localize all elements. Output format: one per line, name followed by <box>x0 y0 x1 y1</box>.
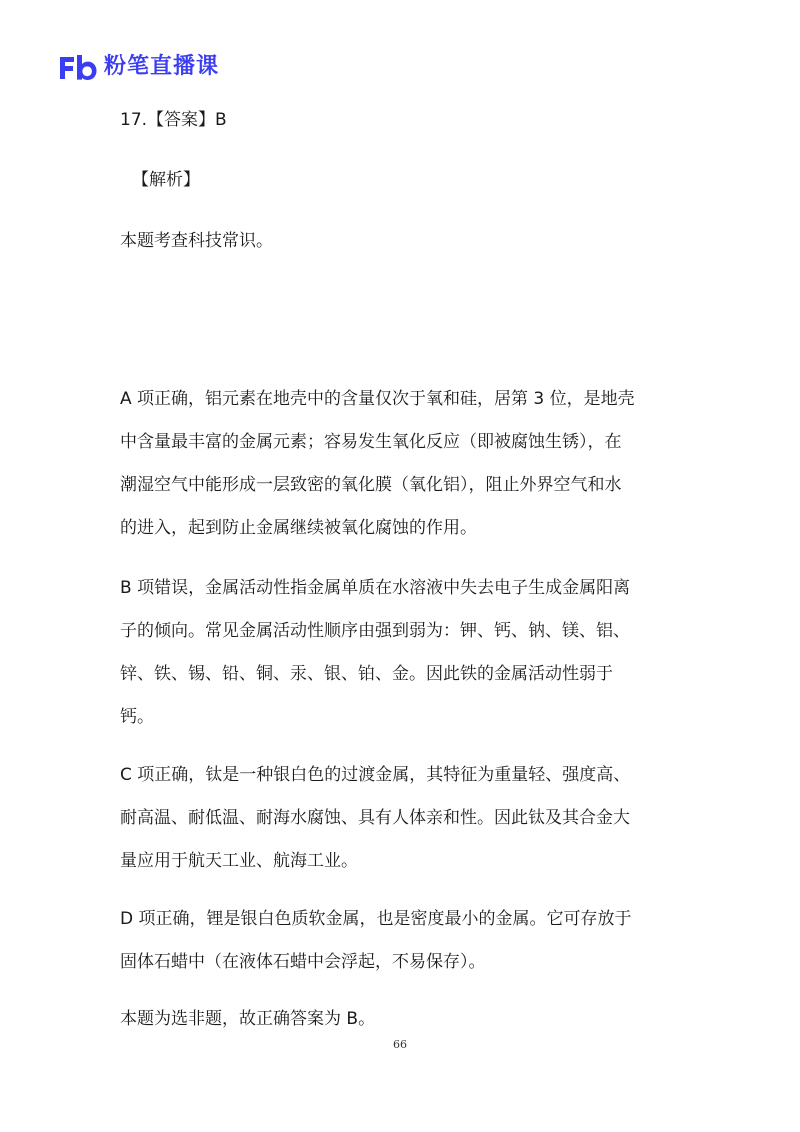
page-number: 66 <box>393 1038 407 1051</box>
option-b-line: 锌、铁、锡、铅、铜、汞、银、铂、金。因此铁的金属活动性弱于 <box>120 664 613 684</box>
option-c-line: C 项正确，钛是一种银白色的过渡金属，其特征为重量轻、强度高、 <box>120 765 631 785</box>
brand-logo <box>58 52 219 82</box>
option-d-paragraph <box>120 898 632 984</box>
conclusion-text: 本题为选非题，故正确答案为 B。 <box>120 1009 376 1029</box>
option-a-line: 的进入，起到防止金属继续被氧化腐蚀的作用。 <box>120 518 477 538</box>
option-d-line: 固体石蜡中（在液体石蜡中会浮起，不易保存）。 <box>120 952 486 972</box>
intro-paragraph <box>120 220 273 263</box>
option-b-line: 子的倾向。常见金属活动性顺序由强到弱为：钾、钙、钠、镁、铝、 <box>120 621 630 641</box>
brand-name: 粉笔直播课 <box>104 54 220 79</box>
analysis-heading: 【解析】 <box>132 170 200 190</box>
option-b-line: B 项错误，金属活动性指金属单质在水溶液中失去电子生成金属阳离 <box>120 578 631 598</box>
option-c-line: 量应用于航天工业、航海工业。 <box>120 851 358 871</box>
option-b-paragraph <box>120 567 630 739</box>
option-a-paragraph <box>120 378 635 550</box>
option-b-line: 钙。 <box>120 707 154 727</box>
option-a-line: A 项正确，铝元素在地壳中的含量仅次于氧和硅，居第 3 位，是地壳 <box>120 389 635 409</box>
option-a-line: 潮湿空气中能形成一层致密的氧化膜（氧化铝），阻止外界空气和水 <box>120 475 622 495</box>
intro-text: 本题考查科技常识。 <box>120 231 273 251</box>
option-a-line: 中含量最丰富的金属元素；容易发生氧化反应（即被腐蚀生锈），在 <box>120 432 622 452</box>
option-c-line: 耐高温、耐低温、耐海水腐蚀、具有人体亲和性。因此钛及其合金大 <box>120 808 630 828</box>
fb-logo-icon <box>58 53 98 81</box>
conclusion-paragraph <box>120 998 375 1041</box>
answer-heading: 17.【答案】B <box>120 110 227 130</box>
option-d-line: D 项正确，锂是银白色质软金属，也是密度最小的金属。它可存放于 <box>120 909 632 929</box>
option-c-paragraph <box>120 754 630 883</box>
